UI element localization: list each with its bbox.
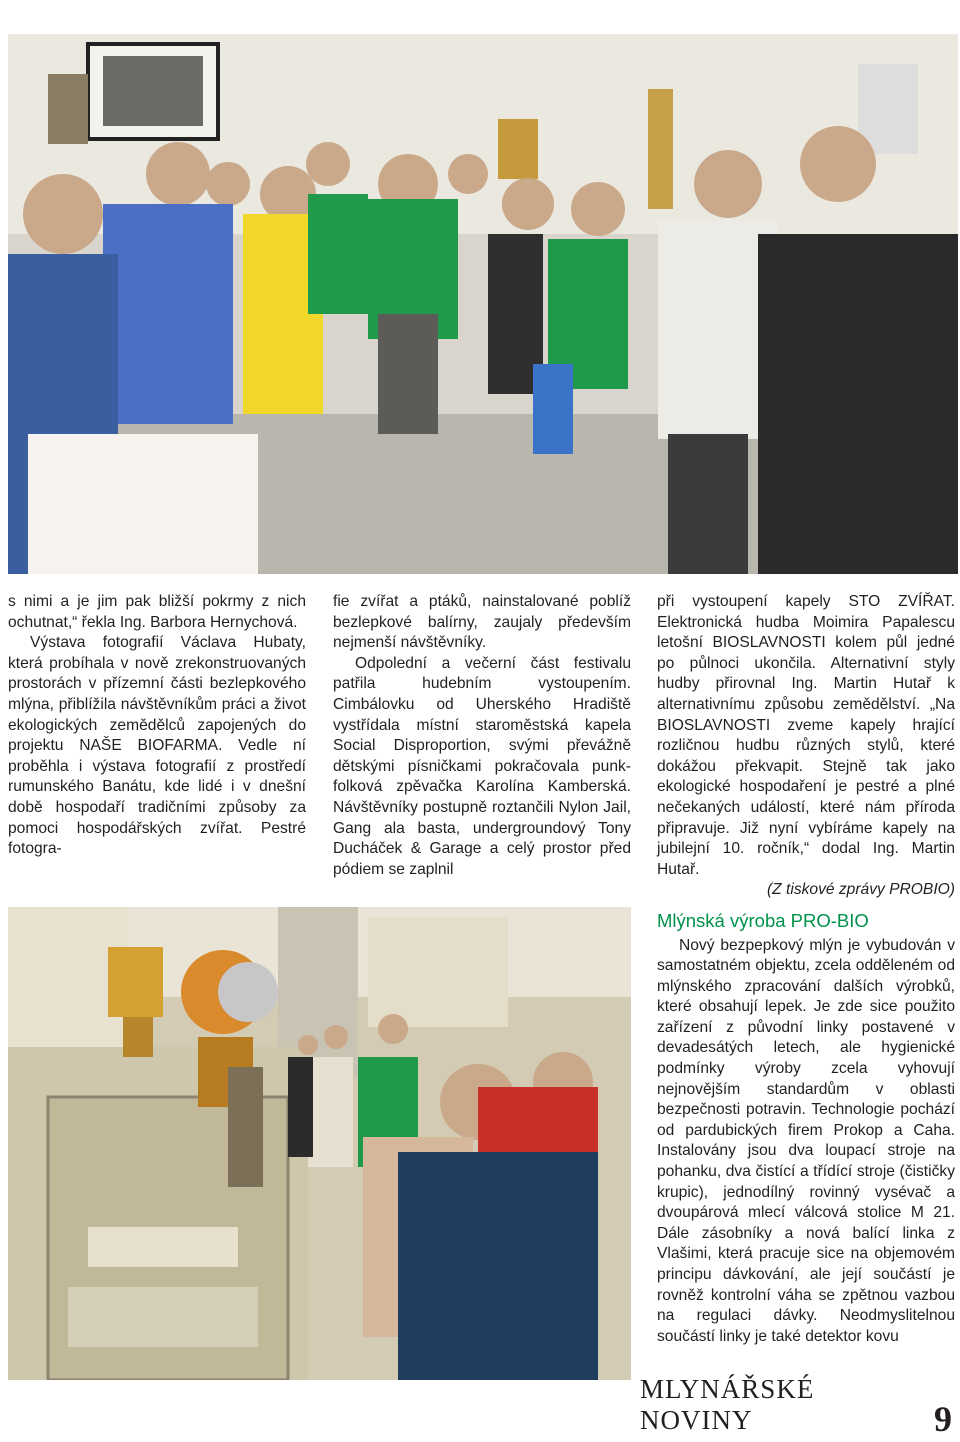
- section-heading: Mlýnská výroba PRO-BIO: [657, 909, 869, 931]
- article-column-1: [8, 592, 306, 860]
- article-paragraph: při vystoupení kapely STO ZVÍŘAT. Elektronická hudba Moimira Papalescu letošní BIOSLAVNOSTI kolem půl jedné po půlnoci ukončila. Alternativní styly hudby přirovnal Ing. Martin Hutař k alternativnímu způsobu zemědělství. „Na BIOSLAVNOSTI zveme kapely hrající rozličnou hudbu různých stylů, které dokážou překvapit. Stejně tak jako ekologické hospodaření je pestré a plné nečekaných událostí, které nám příroda připravuje. Již nyní vybíráme kapely na jubilejní 10. ročník,“ dodal Ing. Martin Hutař.: [657, 593, 955, 878]
- article-paragraph: s nimi a je jim pak bližší pokrmy z nich ochutnat,“ řekla Ing. Barbora Hernychová.: [8, 593, 306, 631]
- article-paragraph: Odpolední a večerní část festivalu patřila hudebním vystoupením. Cimbálovku od Uherského Hradiště vystřídala místní staroměstská kapela Social Disproportion, svými převážně dětskými písničkami pokračovala punk-folková zpěvačka Karolína Kamberská. Návštěvníky postupně roztančili Nylon Jail, Gang ala basta, undergroundový Tony Ducháček & Garage a celý prostor před pódiem se zaplnil: [333, 654, 631, 878]
- article-column-3: [657, 592, 955, 1347]
- page-footer: [640, 1374, 952, 1439]
- publication-title: MLYNÁŘSKÉ NOVINY: [640, 1374, 815, 1435]
- photo-mill-machinery: [8, 907, 631, 1380]
- article-paragraph: fie zvířat a ptáků, nainstalované poblíž bezlepkové balírny, zaujaly především nejmenší návštěvníky.: [333, 593, 631, 652]
- photo-visitors-exhibition: [8, 34, 958, 574]
- article-paragraph: Výstava fotografií Václava Hubaty, která probíhala v nově zrekonstruovaných prostorách v přízemní části bezlepkového mlýna, přiblížila návštěvníkům práci a život ekologických zemědělců zapojených do projektu NAŠE BIOFARMA. Vedle ní proběhla i výstava fotografií z prostředí rumunského Banátu, kde lidé i v dnešní době hospodaří tradičními způsoby za pomoci hospodářských zvířat. Pestré fotogra-: [8, 634, 306, 858]
- page-number: 9: [934, 1399, 952, 1439]
- article-paragraph: Nový bezpepkový mlýn je vybudován v samostatném objektu, zcela odděleném od mlýnského zpracování dalších výrobků, které obsahují lepek. Je zde sice použito zařízení z původní linky postavené v devadesátých letech, ale hygienické podmínky výroby zcela vyhovují nejnovějším standardům v oblasti bezpečnosti potravin. Technologie pochází od pardubických firem Prokop a Caha. Instalovány jsou dva loupací stroje na pohanku, dva čistící a třídící stroje (čističky krupic), jednodílný rovinný vysévač a dvoupárová mlecí válcová stolice M 21. Dále zásobníky a nová balící linka z Vlašimi, která pracuje sice na objemovém principu dávkování, ale její součástí je rovněž kontrolní váha se zpětnou vazbou na regulaci dávky. Neodmyslitelnou součástí linky je také detektor kovu: [657, 936, 955, 1345]
- source-credit: (Z tiskové zprávy PROBIO): [766, 881, 955, 899]
- article-column-2: [333, 592, 631, 880]
